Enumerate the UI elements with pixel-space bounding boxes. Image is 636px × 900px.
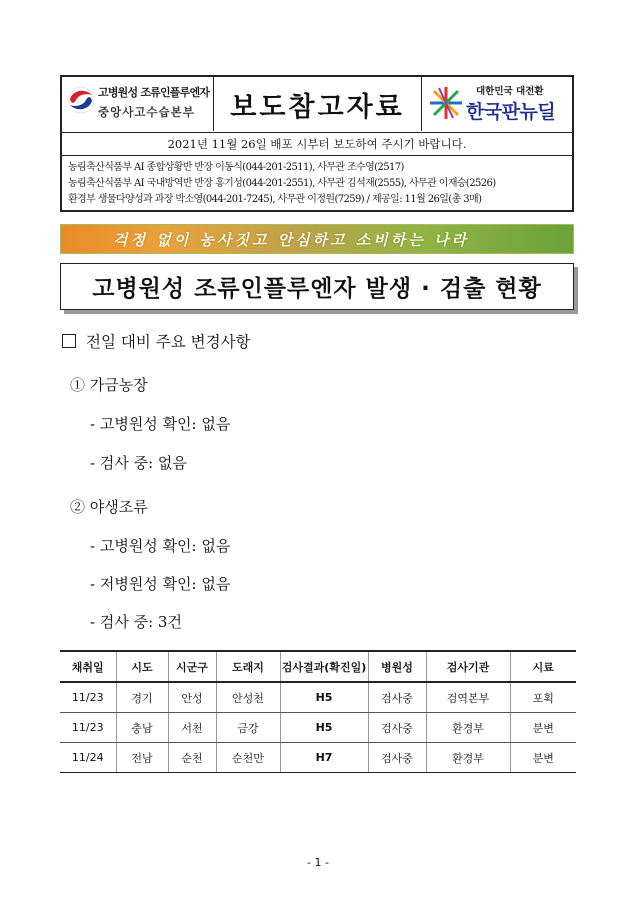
- wild-birds-item: - 저병원성 확인: 없음: [90, 575, 231, 593]
- table-cell: 분변: [510, 743, 576, 773]
- table-cell: 11/24: [60, 743, 116, 773]
- poultry-title: ① 가금농장: [70, 376, 148, 394]
- column-header: 병원성: [368, 651, 426, 682]
- contact-line: 농림축산식품부 AI 국내방역반 반장 홍기성(044-201-2551), 사무관 김석재(2555), 사무관 이재승(2526): [68, 178, 496, 189]
- contact-line: 환경부 생물다양성과 과장 박소영(044-201-7245), 사무관 이정원(7259) / 제공일: 11월 26일(총 3매): [68, 194, 482, 205]
- doc-type-title: 보도참고자료: [230, 91, 405, 123]
- section-heading: 전일 대비 주요 변경사항: [86, 333, 251, 351]
- table-cell: 11/23: [60, 682, 116, 713]
- table-cell: H5: [280, 713, 368, 743]
- table-cell: 검역본부: [426, 682, 510, 713]
- table-cell: 안성천: [216, 682, 280, 713]
- table-cell: 서천: [168, 713, 216, 743]
- table-cell: 11/23: [60, 713, 116, 743]
- table-cell: H7: [280, 743, 368, 773]
- column-header: 도래지: [216, 651, 280, 682]
- table-cell: 분변: [510, 713, 576, 743]
- table-cell: 포획: [510, 682, 576, 713]
- slogan-text: 걱정 없이 농사짓고 안심하고 소비하는 나라: [113, 231, 469, 249]
- checkbox-square-icon: [62, 334, 76, 348]
- column-header: 시군구: [168, 651, 216, 682]
- ministry-name-line2: 중앙사고수습본부: [98, 105, 195, 119]
- table-cell: 순천만: [216, 743, 280, 773]
- page-title: 고병원성 조류인플루엔자 발생 · 검출 현황: [92, 276, 542, 302]
- column-header: 시도: [116, 651, 168, 682]
- page-number: - 1 -: [307, 856, 329, 869]
- table-cell: H5: [280, 682, 368, 713]
- table-cell: 환경부: [426, 743, 510, 773]
- government-emblem-icon: [67, 86, 95, 114]
- column-header: 검사기관: [426, 651, 510, 682]
- table-cell: 금강: [216, 713, 280, 743]
- poultry-item: - 고병원성 확인: 없음: [90, 415, 231, 433]
- wild-birds-title: ② 야생조류: [70, 498, 148, 516]
- table-row: [60, 743, 576, 773]
- doc-type-block: [214, 77, 422, 131]
- brand-tagline: 대한민국 대전환: [476, 86, 544, 97]
- headline-box: [60, 263, 574, 310]
- table-cell: 전남: [116, 743, 168, 773]
- table-cell: 충남: [116, 713, 168, 743]
- table-header-row: [60, 651, 576, 682]
- ministry-name-line1: 고병원성 조류인플루엔자: [98, 86, 210, 99]
- table-cell: 검사중: [368, 682, 426, 713]
- distribution-notice: 2021년 11월 26일 배포 시부터 보도하여 주시기 바랍니다.: [62, 134, 572, 156]
- slogan-banner: [60, 224, 574, 254]
- table-row: [60, 713, 576, 743]
- contact-line: 농림축산식품부 AI 종합상황반 반장 이동식(044-201-2511), 사무관 조수영(2517): [68, 162, 404, 173]
- ministry-logo-block: [62, 77, 214, 131]
- detection-table: [60, 650, 576, 773]
- wild-birds-item: - 검사 중: 3건: [90, 613, 182, 631]
- column-header: 시료: [510, 651, 576, 682]
- table-cell: 경기: [116, 682, 168, 713]
- brand-logo-block: [422, 77, 572, 131]
- press-header: [60, 75, 574, 212]
- table-cell: 검사중: [368, 713, 426, 743]
- column-header: 검사결과(확진일): [280, 651, 368, 682]
- wild-birds-item: - 고병원성 확인: 없음: [90, 537, 231, 555]
- table-cell: 안성: [168, 682, 216, 713]
- table-cell: 순천: [168, 743, 216, 773]
- section-heading-row: [62, 330, 251, 352]
- table-row: [60, 682, 576, 713]
- poultry-item: - 검사 중: 없음: [90, 454, 187, 472]
- header-top-row: [62, 77, 572, 133]
- column-header: 채취일: [60, 651, 116, 682]
- table-cell: 검사중: [368, 743, 426, 773]
- korean-new-deal-logo-icon: [428, 85, 464, 121]
- brand-name: 한국판뉴딜: [466, 101, 556, 123]
- table-cell: 환경부: [426, 713, 510, 743]
- contact-list: [68, 160, 496, 208]
